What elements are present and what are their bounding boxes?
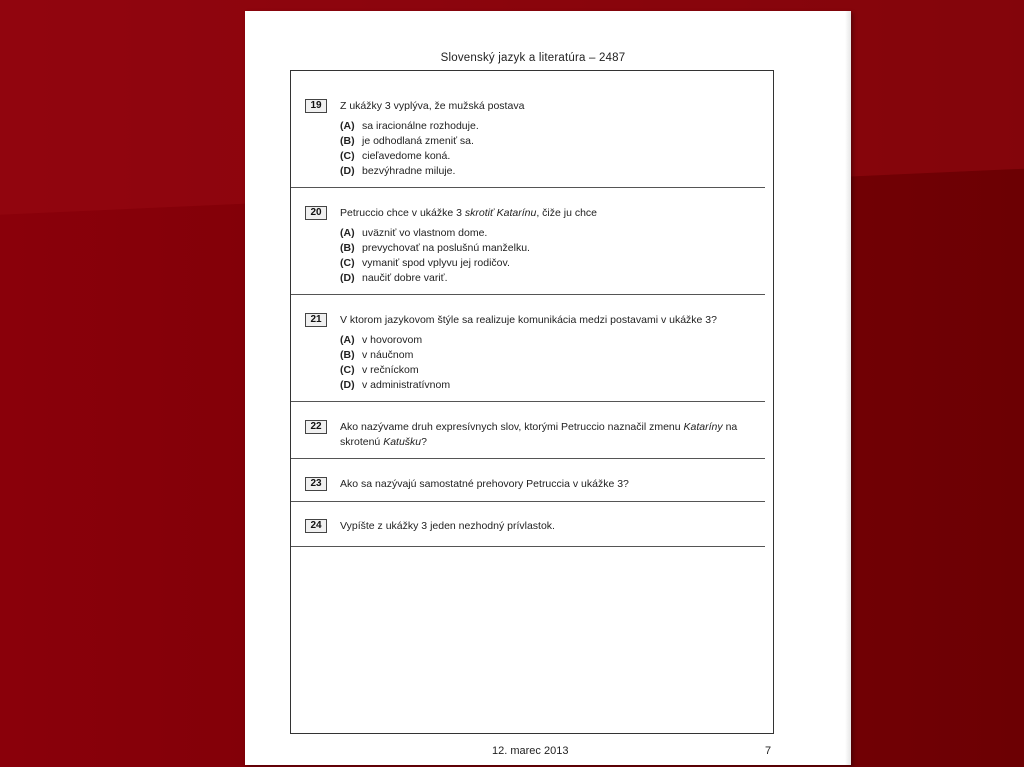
question-number: 21 [305, 313, 327, 327]
question-number: 23 [305, 477, 327, 491]
option-letter: (B) [340, 242, 355, 254]
option-text: v hovorovom [362, 334, 423, 346]
option-text: je odhodlaná zmeniť sa. [362, 135, 474, 147]
exam-page [245, 11, 851, 765]
option-letter: (A) [340, 334, 355, 346]
questions-frame [290, 70, 774, 734]
question-number: 24 [305, 519, 327, 533]
answer-option[interactable] [340, 119, 760, 134]
option-letter: (D) [340, 165, 355, 177]
option-text: naučiť dobre variť. [362, 272, 448, 284]
option-text: uväzniť vo vlastnom dome. [362, 227, 488, 239]
answer-option[interactable] [340, 363, 760, 378]
question-text: Vypíšte z ukážky 3 jeden nezhodný prívlastok. [340, 520, 555, 532]
question-text: Ako nazývame druh expresívnych slov, ktorými Petruccio naznačil zmenu Kataríny na skrotenú Katušku? [340, 421, 738, 448]
option-letter: (C) [340, 257, 355, 269]
page-header: Slovenský jazyk a literatúra – 2487 [440, 52, 626, 64]
answer-option[interactable] [340, 149, 760, 164]
footer-date: 12. marec 2013 [492, 745, 569, 757]
question-text: V ktorom jazykovom štýle sa realizuje komunikácia medzi postavami v ukážke 3? [340, 314, 717, 326]
answer-option[interactable] [340, 164, 760, 179]
answer-option[interactable] [340, 256, 760, 271]
question-divider [291, 187, 765, 188]
option-letter: (D) [340, 379, 355, 391]
option-text: sa iracionálne rozhoduje. [362, 120, 479, 132]
question-number: 19 [305, 99, 327, 113]
answer-option[interactable] [340, 271, 760, 286]
answer-option[interactable] [340, 226, 760, 241]
option-text: prevychovať na poslušnú manželku. [362, 242, 530, 254]
answer-option[interactable] [340, 348, 760, 363]
option-text: v náučnom [362, 349, 414, 361]
answer-options [340, 226, 760, 286]
question-divider [291, 294, 765, 295]
question-divider [291, 458, 765, 459]
option-text: v administratívnom [362, 379, 451, 391]
option-letter: (A) [340, 120, 355, 132]
answer-options [340, 333, 760, 393]
question-text: Ako sa nazývajú samostatné prehovory Petruccia v ukážke 3? [340, 478, 629, 490]
option-letter: (C) [340, 364, 355, 376]
question-number: 22 [305, 420, 327, 434]
option-letter: (C) [340, 150, 355, 162]
footer-page-number: 7 [765, 745, 772, 757]
answer-option[interactable] [340, 378, 760, 393]
question-divider [291, 546, 765, 547]
option-letter: (D) [340, 272, 355, 284]
question-text: Z ukážky 3 vyplýva, že mužská postava [340, 100, 525, 112]
option-text: cieľavedome koná. [362, 150, 451, 162]
option-text: v rečníckom [362, 364, 419, 376]
question-divider [291, 401, 765, 402]
option-letter: (B) [340, 135, 355, 147]
answer-option[interactable] [340, 333, 760, 348]
question-text: Petruccio chce v ukážke 3 skrotiť Katarínu, čiže ju chce [340, 207, 598, 219]
answer-option[interactable] [340, 241, 760, 256]
option-text: bezvýhradne miluje. [362, 165, 456, 177]
option-letter: (A) [340, 227, 355, 239]
question-divider [291, 501, 765, 502]
answer-option[interactable] [340, 134, 760, 149]
option-text: vymaniť spod vplyvu jej rodičov. [362, 257, 510, 269]
answer-options [340, 119, 760, 179]
question-number: 20 [305, 206, 327, 220]
page-edge-shadow [845, 11, 851, 765]
option-letter: (B) [340, 349, 355, 361]
